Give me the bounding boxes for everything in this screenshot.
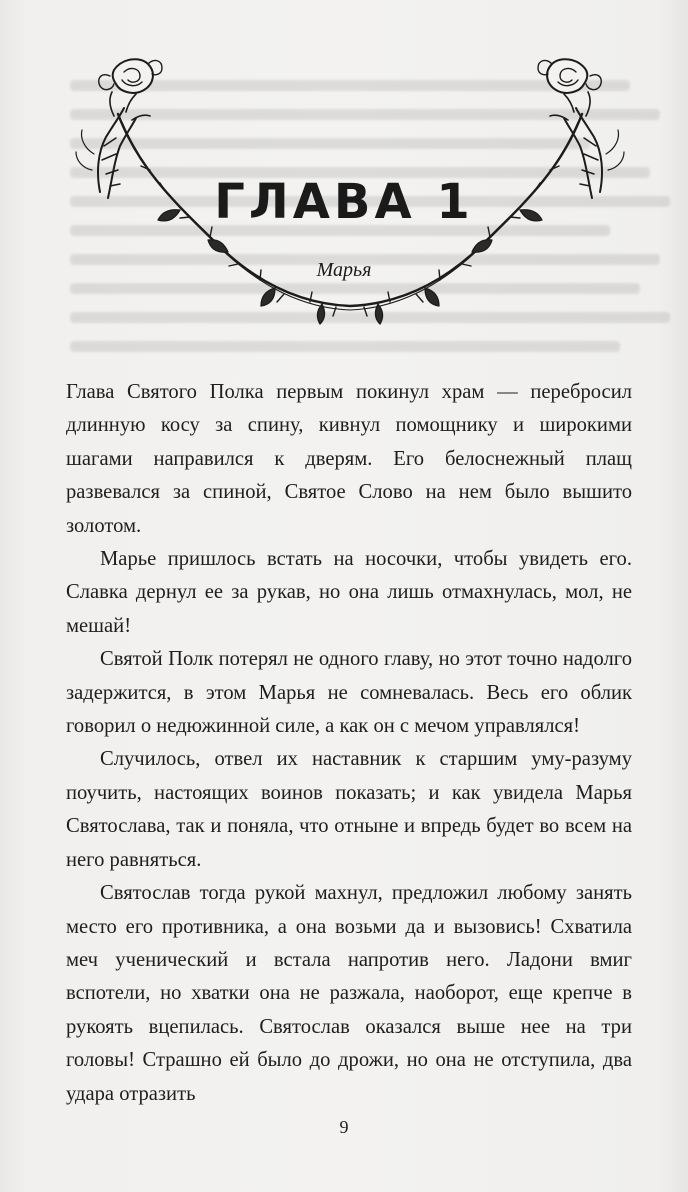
paragraph: Марье пришлось встать на носочки, чтобы увидеть его. Славка дернул ее за рукав, но она лишь отмахнулась, мол, не мешай! (66, 548, 632, 637)
chapter-title: ГЛАВА 1 (214, 174, 474, 230)
paragraph: Случилось, отвел их наставник к старшим уму-разуму поучить, настоящих воинов показать; и как увидела Марья Святослава, так и поняла, что отныне и впредь будет во всем на него равняться. (66, 748, 632, 871)
paragraph: Святослав тогда рукой махнул, предложил любому занять место его противника, а она возьми да и вызовись! Схватила меч ученический и встала напротив него. Ладони вмиг вспотели, но хватки она не разжала, наоборот, еще крепче в рукоять вцепилась. Святослав оказался выше нее на три головы! Страшно ей было до дрожи, но она не отступила, два удара отразить (66, 882, 632, 1105)
paragraph: Святой Полк потерял не одного главу, но этот точно надолго задержится, в этом Марья не сомневалась. Весь его облик говорил о недюжинной силе, а как он с мечом управлялся! (66, 648, 632, 738)
chapter-subtitle: Марья (316, 259, 372, 281)
paragraph: Глава Святого Полка первым покинул храм — перебросил длинную косу за спину, кивнул помощнику и широкими шагами направился к дверям. Его белоснежный плащ развевался за спиной, Святое Слово на нем было вышито золотом. (66, 381, 632, 537)
page-number: 9 (339, 1117, 349, 1137)
body-text (66, 376, 632, 1111)
